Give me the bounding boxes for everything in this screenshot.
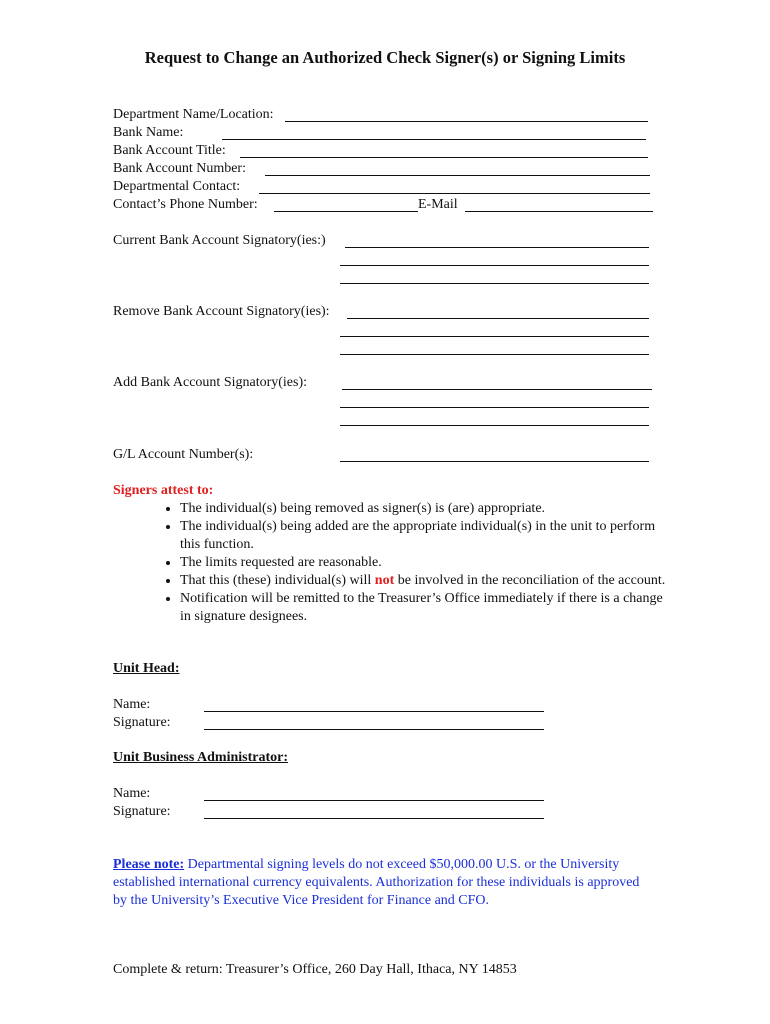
unit-head-heading: Unit Head: (113, 661, 180, 676)
remove-signatory-field-1[interactable] (347, 318, 649, 319)
unit-admin-name-label: Name: (113, 786, 151, 801)
attest-item: • The individual(s) being removed as signer(s) is (are) appropriate. (180, 500, 675, 518)
attest-heading: Signers attest to: (113, 483, 214, 498)
attest-item: • The individual(s) being added are the appropriate individual(s) in the unit to perform this function. (180, 518, 675, 554)
attest-item-rest: be involved in the reconciliation of the account. (394, 573, 666, 588)
email-label: E-Mail (418, 197, 458, 212)
unit-head-signature-field[interactable] (204, 729, 544, 730)
please-note (113, 856, 648, 910)
attest-list (162, 500, 675, 626)
phone-field[interactable] (274, 211, 418, 212)
current-signatory-field-2[interactable] (340, 265, 649, 266)
note-text: Departmental signing levels do not exceed $50,000.00 U.S. or the University established international currency equivalents. Authorization for these individuals is approved by the University’s Executive Vice President for Finance and CFO. (113, 857, 640, 908)
unit-admin-heading: Unit Business Administrator: (113, 750, 289, 765)
account-title-field[interactable] (240, 157, 648, 158)
gl-account-label: G/L Account Number(s): (113, 447, 254, 462)
account-number-label: Bank Account Number: (113, 161, 246, 176)
unit-admin-name-field[interactable] (204, 800, 544, 801)
remove-signatory-field-3[interactable] (340, 354, 649, 355)
department-label: Department Name/Location: (113, 107, 274, 122)
add-signatory-field-2[interactable] (340, 407, 649, 408)
unit-head-signature-label: Signature: (113, 715, 171, 730)
add-signatories-label: Add Bank Account Signatory(ies): (113, 375, 308, 390)
current-signatory-field-1[interactable] (345, 247, 649, 248)
add-signatory-field-1[interactable] (342, 389, 652, 390)
attest-item-text: That this (these) individual(s) will (180, 573, 372, 588)
dept-contact-field[interactable] (259, 193, 650, 194)
account-number-field[interactable] (265, 175, 650, 176)
form-title: Request to Change an Authorized Check Signer(s) or Signing Limits (144, 48, 626, 67)
unit-head-name-label: Name: (113, 697, 151, 712)
bank-name-label: Bank Name: (113, 125, 184, 140)
dept-contact-label: Departmental Contact: (113, 179, 241, 194)
note-label: Please note: (113, 857, 185, 872)
current-signatories-label: Current Bank Account Signatory(ies:) (113, 233, 326, 248)
department-field[interactable] (285, 121, 648, 122)
remove-signatory-field-2[interactable] (340, 336, 649, 337)
attest-item: • Notification will be remitted to the Treasurer’s Office immediately if there is a change in signature designees. (180, 590, 675, 626)
attest-item (180, 572, 675, 590)
unit-admin-signature-label: Signature: (113, 804, 171, 819)
attest-item: • The limits requested are reasonable. (180, 554, 675, 572)
gl-account-field[interactable] (340, 461, 649, 462)
unit-head-name-field[interactable] (204, 711, 544, 712)
remove-signatories-label: Remove Bank Account Signatory(ies): (113, 304, 330, 319)
account-title-label: Bank Account Title: (113, 143, 226, 158)
footer-return-address: Complete & return: Treasurer’s Office, 260 Day Hall, Ithaca, NY 14853 (113, 962, 517, 977)
bank-name-field[interactable] (222, 139, 646, 140)
add-signatory-field-3[interactable] (340, 425, 649, 426)
phone-label: Contact’s Phone Number: (113, 197, 258, 212)
unit-admin-signature-field[interactable] (204, 818, 544, 819)
attest-not-emphasis: not (374, 573, 395, 588)
current-signatory-field-3[interactable] (340, 283, 649, 284)
email-field[interactable] (465, 211, 653, 212)
